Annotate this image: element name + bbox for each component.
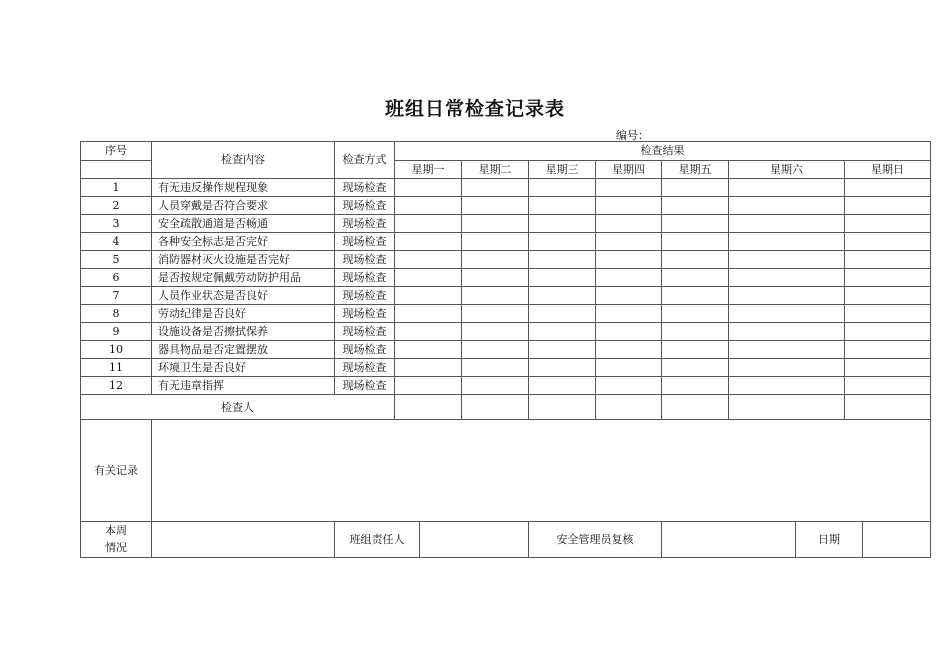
cell-tue[interactable]: [462, 305, 529, 323]
cell-wed[interactable]: [529, 377, 596, 395]
cell-thu[interactable]: [596, 269, 662, 287]
inspector-mon[interactable]: [395, 395, 462, 420]
cell-thu[interactable]: [596, 359, 662, 377]
cell-mon[interactable]: [395, 179, 462, 197]
cell-fri[interactable]: [662, 341, 729, 359]
table-row: [81, 251, 931, 269]
cell-mon[interactable]: [395, 377, 462, 395]
row-method: 现场检查: [335, 215, 395, 233]
table-row: [81, 269, 931, 287]
cell-fri[interactable]: [662, 323, 729, 341]
row-content: 各种安全标志是否完好: [152, 233, 335, 251]
row-content: 是否按规定佩戴劳动防护用品: [152, 269, 335, 287]
cell-mon[interactable]: [395, 251, 462, 269]
cell-wed[interactable]: [529, 341, 596, 359]
cell-sun[interactable]: [845, 269, 931, 287]
row-content: 设施设备是否擦拭保养: [152, 323, 335, 341]
header-day-mon: 星期一: [395, 161, 462, 179]
cell-thu[interactable]: [596, 341, 662, 359]
cell-tue[interactable]: [462, 323, 529, 341]
row-method: 现场检查: [335, 251, 395, 269]
cell-sat[interactable]: [729, 179, 845, 197]
header-day-sun: 星期日: [845, 161, 931, 179]
row-seq: 1: [81, 179, 152, 197]
cell-sat[interactable]: [729, 197, 845, 215]
row-content: 人员作业状态是否良好: [152, 287, 335, 305]
cell-thu[interactable]: [596, 233, 662, 251]
row-method: 现场检查: [335, 377, 395, 395]
cell-thu[interactable]: [596, 305, 662, 323]
cell-wed[interactable]: [529, 233, 596, 251]
cell-thu[interactable]: [596, 215, 662, 233]
cell-mon[interactable]: [395, 323, 462, 341]
table-row: [81, 305, 931, 323]
cell-sun[interactable]: [845, 215, 931, 233]
cell-sun[interactable]: [845, 323, 931, 341]
cell-fri[interactable]: [662, 359, 729, 377]
header-day-tue: 星期二: [462, 161, 529, 179]
row-seq: 9: [81, 323, 152, 341]
cell-mon[interactable]: [395, 359, 462, 377]
table-row: [81, 215, 931, 233]
row-content: 劳动纪律是否良好: [152, 305, 335, 323]
weekly-summary-field[interactable]: [152, 521, 335, 557]
row-content: 有无违章指挥: [152, 377, 335, 395]
serial-number-label: 编号：: [616, 129, 649, 142]
table-row: [81, 341, 931, 359]
inspector-sun[interactable]: [845, 395, 931, 420]
row-seq: 3: [81, 215, 152, 233]
row-seq: 4: [81, 233, 152, 251]
cell-sat[interactable]: [729, 215, 845, 233]
cell-thu[interactable]: [596, 287, 662, 305]
cell-wed[interactable]: [529, 197, 596, 215]
table-row: [81, 287, 931, 305]
cell-mon[interactable]: [395, 215, 462, 233]
cell-wed[interactable]: [529, 323, 596, 341]
cell-tue[interactable]: [462, 251, 529, 269]
table-row: [81, 323, 931, 341]
row-method: 现场检查: [335, 305, 395, 323]
row-method: 现场检查: [335, 359, 395, 377]
safety-review-label: 安全管理员复核: [529, 521, 662, 557]
cell-mon[interactable]: [395, 287, 462, 305]
cell-wed[interactable]: [529, 179, 596, 197]
row-method: 现场检查: [335, 287, 395, 305]
inspector-thu[interactable]: [596, 395, 662, 420]
cell-tue[interactable]: [462, 287, 529, 305]
cell-tue[interactable]: [462, 341, 529, 359]
row-content: 器具物品是否定置摆放: [152, 341, 335, 359]
cell-sat[interactable]: [729, 359, 845, 377]
cell-sun[interactable]: [845, 287, 931, 305]
safety-review-field[interactable]: [662, 521, 796, 557]
cell-fri[interactable]: [662, 287, 729, 305]
cell-sun[interactable]: [845, 377, 931, 395]
page-title: 班组日常检查记录表: [384, 98, 565, 120]
cell-tue[interactable]: [462, 215, 529, 233]
cell-sat[interactable]: [729, 233, 845, 251]
date-label: 日期: [796, 521, 863, 557]
leader-label: 班组责任人: [335, 521, 420, 557]
cell-wed[interactable]: [529, 269, 596, 287]
cell-mon[interactable]: [395, 305, 462, 323]
cell-wed[interactable]: [529, 305, 596, 323]
cell-fri[interactable]: [662, 179, 729, 197]
row-method: 现场检查: [335, 269, 395, 287]
row-seq: 11: [81, 359, 152, 377]
cell-fri[interactable]: [662, 377, 729, 395]
leader-field[interactable]: [420, 521, 529, 557]
row-seq: 10: [81, 341, 152, 359]
row-seq: 7: [81, 287, 152, 305]
inspector-sat[interactable]: [729, 395, 845, 420]
cell-wed[interactable]: [529, 287, 596, 305]
cell-fri[interactable]: [662, 269, 729, 287]
cell-sat[interactable]: [729, 305, 845, 323]
table-row: [81, 377, 931, 395]
row-content: 安全疏散通道是否畅通: [152, 215, 335, 233]
cell-thu[interactable]: [596, 323, 662, 341]
cell-sat[interactable]: [729, 287, 845, 305]
cell-tue[interactable]: [462, 377, 529, 395]
row-method: 现场检查: [335, 197, 395, 215]
cell-wed[interactable]: [529, 215, 596, 233]
header-day-fri: 星期五: [662, 161, 729, 179]
inspector-fri[interactable]: [662, 395, 729, 420]
weekly-label-line2: 情况: [105, 541, 127, 555]
cell-mon[interactable]: [395, 233, 462, 251]
row-content: 消防器材灭火设施是否完好: [152, 251, 335, 269]
cell-thu[interactable]: [596, 377, 662, 395]
cell-thu[interactable]: [596, 251, 662, 269]
inspection-table: [80, 141, 931, 558]
header-seq: 序号: [81, 142, 152, 161]
cell-mon[interactable]: [395, 197, 462, 215]
table-row: [81, 179, 931, 197]
row-seq: 12: [81, 377, 152, 395]
header-day-sat: 星期六: [729, 161, 845, 179]
weekly-summary-label: [81, 521, 152, 557]
weekly-summary-row: [81, 521, 931, 557]
records-field[interactable]: [152, 420, 931, 521]
weekly-label-line1: 本周: [105, 523, 127, 537]
row-content: 环境卫生是否良好: [152, 359, 335, 377]
header-day-wed: 星期三: [529, 161, 596, 179]
cell-sat[interactable]: [729, 251, 845, 269]
cell-sun[interactable]: [845, 197, 931, 215]
table-row: [81, 233, 931, 251]
row-method: 现场检查: [335, 233, 395, 251]
cell-fri[interactable]: [662, 305, 729, 323]
inspector-tue[interactable]: [462, 395, 529, 420]
cell-sat[interactable]: [729, 269, 845, 287]
header-method: 检查方式: [335, 142, 395, 179]
records-label: 有关记录: [81, 420, 152, 521]
cell-fri[interactable]: [662, 215, 729, 233]
cell-wed[interactable]: [529, 251, 596, 269]
header-content: 检查内容: [152, 142, 335, 179]
records-row: [81, 420, 931, 521]
cell-thu[interactable]: [596, 179, 662, 197]
row-seq: 6: [81, 269, 152, 287]
cell-sun[interactable]: [845, 179, 931, 197]
cell-sun[interactable]: [845, 233, 931, 251]
row-seq: 8: [81, 305, 152, 323]
header-result: 检查结果: [395, 142, 931, 161]
cell-sat[interactable]: [729, 377, 845, 395]
header-day-thu: 星期四: [596, 161, 662, 179]
inspector-label: 检查人: [81, 395, 395, 420]
cell-sat[interactable]: [729, 341, 845, 359]
cell-sat[interactable]: [729, 323, 845, 341]
cell-tue[interactable]: [462, 359, 529, 377]
cell-fri[interactable]: [662, 251, 729, 269]
table-row: [81, 359, 931, 377]
cell-fri[interactable]: [662, 197, 729, 215]
cell-sun[interactable]: [845, 341, 931, 359]
cell-tue[interactable]: [462, 233, 529, 251]
cell-thu[interactable]: [596, 197, 662, 215]
cell-tue[interactable]: [462, 197, 529, 215]
table-row: [81, 197, 931, 215]
row-method: 现场检查: [335, 323, 395, 341]
cell-fri[interactable]: [662, 233, 729, 251]
cell-wed[interactable]: [529, 359, 596, 377]
row-method: 现场检查: [335, 341, 395, 359]
row-seq: 2: [81, 197, 152, 215]
cell-mon[interactable]: [395, 269, 462, 287]
inspector-row: [81, 395, 931, 420]
row-content: 人员穿戴是否符合要求: [152, 197, 335, 215]
inspector-wed[interactable]: [529, 395, 596, 420]
row-content: 有无违反操作规程现象: [152, 179, 335, 197]
row-seq: 5: [81, 251, 152, 269]
row-method: 现场检查: [335, 179, 395, 197]
cell-sun[interactable]: [845, 359, 931, 377]
header-seq-blank: [81, 161, 152, 179]
cell-tue[interactable]: [462, 179, 529, 197]
cell-tue[interactable]: [462, 269, 529, 287]
date-field[interactable]: [863, 521, 931, 557]
cell-sun[interactable]: [845, 251, 931, 269]
cell-mon[interactable]: [395, 341, 462, 359]
cell-sun[interactable]: [845, 305, 931, 323]
